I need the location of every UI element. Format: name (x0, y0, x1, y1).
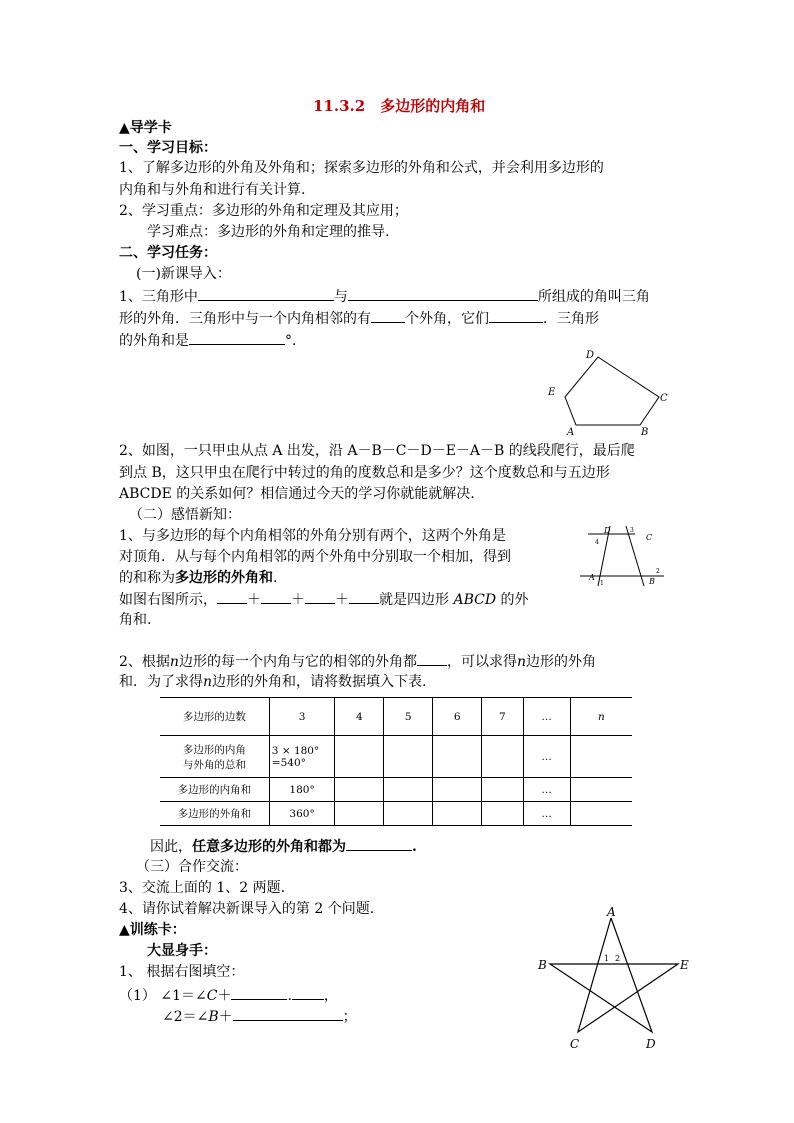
table-cell[interactable] (433, 802, 482, 826)
question-1-line-b: 形的外角．三角形中与一个内角相邻的有 个外角，它们 ．三角形 (119, 308, 599, 329)
star-label-d: D (646, 1037, 656, 1051)
pentagon-figure (540, 345, 680, 437)
blank[interactable] (292, 985, 324, 1000)
table-cell[interactable] (433, 778, 482, 802)
blank[interactable] (371, 308, 405, 323)
section-goals-heading: 一、学习目标： (119, 140, 217, 156)
pentagon-label-b: B (641, 427, 649, 437)
table-cell: … (523, 736, 570, 778)
table-cell: … (523, 778, 570, 802)
star-angle-2: 2 (615, 954, 621, 963)
table-cell: 360° (269, 802, 335, 826)
cooperation-item-3: 3、交流上面的 1、2 两题. (119, 880, 286, 896)
table-row (160, 778, 632, 802)
table-cell[interactable]: 3 × 180° =540° (269, 736, 335, 778)
pentagon-label-a: A (567, 427, 575, 437)
intro-heading: (一)新课导入： (136, 266, 231, 282)
blank[interactable] (231, 985, 287, 1000)
table-cell[interactable] (384, 802, 433, 826)
cooperation-heading: （三）合作交流： (136, 859, 248, 875)
table-cell[interactable] (482, 802, 523, 826)
table-row-label: 多边形的内角 与外角的总和 (160, 736, 269, 778)
knowledge-1-line-b: 对顶角．从与每个内角相邻的两个外角中分别取一个相加，得到 (119, 549, 511, 565)
table-cell[interactable] (335, 802, 384, 826)
question-1-line-a: 1、三角形中 与 所组成的角叫三角 (119, 286, 650, 307)
quad-label-a: A (589, 573, 595, 582)
goal-difficulty: 学习难点：多边形的外角和定理的推导. (147, 224, 390, 240)
blank[interactable] (198, 286, 334, 301)
blank[interactable] (348, 286, 538, 301)
quad-label-d: D (604, 526, 611, 535)
knowledge-2-line-a: 2、根据n边形的每一个内角与它的相邻的外角都 ，可以求得n边形的外角 (119, 651, 596, 672)
table-cell: … (523, 802, 570, 826)
star-label-c: C (570, 1037, 580, 1051)
table-cell[interactable] (384, 736, 433, 778)
question-2-line-b: 到点 B，这只甲虫在爬行中转过的角的度数总和是多少？这个度数总和与五边形 (119, 465, 610, 481)
quad-angle-2: 2 (656, 568, 660, 575)
table-row-label: 多边形的外角和 (160, 802, 269, 826)
table-header-cell: 4 (335, 698, 384, 736)
quad-angle-1: 1 (600, 580, 604, 587)
table-header-cell: 6 (433, 698, 482, 736)
exercise-1-prompt: 1、 根据右图填空： (119, 964, 245, 980)
blank[interactable] (233, 1006, 343, 1021)
polygon-angle-table (160, 697, 632, 826)
table-header-cell: … (523, 698, 570, 736)
quad-angle-4: 4 (595, 539, 599, 546)
show-skills-heading: 大显身手： (147, 943, 217, 959)
training-card-heading: ▲训练卡： (119, 922, 186, 938)
table-header-cell: 5 (384, 698, 433, 736)
exercise-1-part-2: ∠2＝∠B＋ ； (162, 1006, 357, 1027)
section-tasks-heading: 二、学习任务： (119, 245, 217, 261)
table-row-label: 多边形的内角和 (160, 778, 269, 802)
table-row (160, 736, 632, 778)
blank[interactable] (349, 589, 379, 604)
guide-card-heading: ▲导学卡 (119, 120, 172, 136)
star-label-a: A (607, 905, 616, 919)
knowledge-1-line-e: 角和. (119, 612, 152, 628)
goal-1-line-a: 1、了解多边形的外角及外角和；探索多边形的外角和公式，并会利用多边形的 (119, 160, 604, 176)
goal-key-point: 2、学习重点：多边形的外角和定理及其应用； (119, 203, 408, 219)
star-figure (534, 902, 694, 1054)
star-label-b: B (538, 958, 547, 972)
quad-label-b: B (649, 577, 655, 586)
table-row (160, 802, 632, 826)
blank[interactable] (261, 589, 291, 604)
table-cell[interactable] (570, 736, 632, 778)
table-cell[interactable] (482, 736, 523, 778)
table-header-cell: 7 (482, 698, 523, 736)
pentagon-label-d: D (586, 350, 595, 361)
star-label-e: E (680, 958, 689, 972)
blank[interactable] (189, 330, 285, 345)
blank[interactable] (489, 308, 543, 323)
table-cell[interactable] (570, 802, 632, 826)
table-header-cell: 多边形的边数 (160, 698, 269, 736)
question-2-line-c: ABCDE 的关系如何？相信通过今天的学习你就能就解决. (119, 486, 475, 502)
quad-label-c: C (646, 533, 653, 542)
star-angle-1: 1 (604, 954, 610, 963)
question-1-line-c: 的外角和是 °． (119, 330, 306, 351)
blank[interactable] (305, 589, 335, 604)
knowledge-1-line-a: 1、与多边形的每个内角相邻的外角分别有两个，这两个外角是 (119, 528, 506, 544)
quad-angle-3: 3 (630, 527, 634, 534)
table-cell[interactable] (335, 778, 384, 802)
pentagon-label-e: E (548, 387, 556, 398)
pentagon-label-c: C (660, 393, 668, 404)
table-header-cell: 3 (269, 698, 335, 736)
table-cell: 180° (269, 778, 335, 802)
knowledge-2-line-b: 和．为了求得n边形的外角和，请将数据填入下表. (119, 674, 427, 690)
table-header-row (160, 698, 632, 736)
blank[interactable] (417, 651, 447, 666)
table-cell[interactable] (433, 736, 482, 778)
new-knowledge-heading: （二）感悟新知： (129, 507, 241, 523)
goal-1-line-b: 内角和与外角和进行有关计算. (119, 182, 306, 198)
knowledge-1-line-c: 的和称为多边形的外角和. (119, 570, 278, 586)
table-cell[interactable] (482, 778, 523, 802)
cooperation-item-4: 4、请你试着解决新课导入的第 2 个问题. (119, 901, 375, 917)
page-title: 11.3.2 多边形的内角和 (313, 97, 486, 115)
exercise-1-part-1: （1） ∠1＝∠C＋ . ， (119, 985, 338, 1006)
conclusion-line: 因此，任意多边形的外角和都为 . (150, 836, 417, 857)
question-2-line-a: 2、如图，一只甲虫从点 A 出发，沿 A－B－C－D－E－A－B 的线段爬行，最后爬 (119, 443, 635, 459)
table-cell[interactable] (384, 778, 433, 802)
blank[interactable] (217, 589, 247, 604)
table-header-cell: n (570, 698, 632, 736)
table-cell[interactable] (570, 778, 632, 802)
knowledge-1-line-d: 如图右图所示， ＋ ＋ ＋ 就是四边形 ABCD 的外 (119, 589, 529, 610)
blank[interactable] (346, 836, 412, 851)
table-cell[interactable] (335, 736, 384, 778)
quadrilateral-figure (580, 522, 670, 592)
